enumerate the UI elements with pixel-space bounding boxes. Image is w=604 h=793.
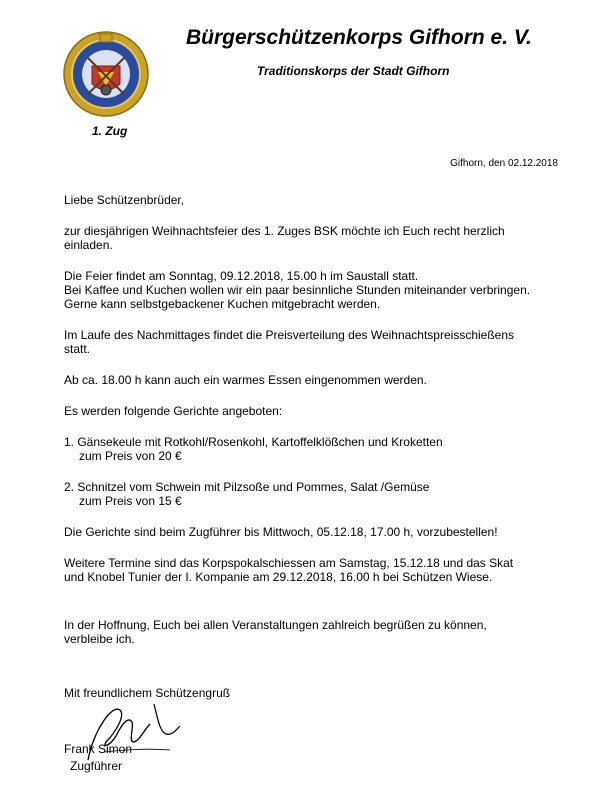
signer-name: Frank Simon (64, 742, 133, 756)
corps-emblem-logo (62, 30, 150, 118)
dish-1: 1. Gänsekeule mit Rotkohl/Rosenkohl, Kartoffelklößchen und Kroketten (64, 435, 443, 449)
dish-1-price: zum Preis von 20 € (79, 449, 182, 463)
event-line-2: Bei Kaffee und Kuchen wollen wir ein paar besinnliche Stunden miteinander verbringen. (64, 283, 531, 297)
dishes-intro: Es werden folgende Gerichte angeboten: (64, 404, 283, 418)
dish-2-price: zum Preis von 15 € (79, 494, 182, 508)
unit-label: 1. Zug (92, 124, 128, 138)
dates-line-2: und Knobel Tunier der I. Kompanie am 29.12.2018, 16.00 h bei Schützen Wiese. (64, 570, 493, 584)
hope-line-1: In der Hoffnung, Euch bei allen Veranstaltungen zahlreich begrüßen zu können, (64, 618, 487, 632)
salutation: Liebe Schützenbrüder, (64, 193, 185, 207)
closing: Mit freundlichem Schützengruß (64, 686, 231, 700)
order-deadline: Die Gerichte sind beim Zugführer bis Mittwoch, 05.12.18, 17.00 h, vorzubestellen! (64, 525, 498, 539)
organization-subtitle: Traditionskorps der Stadt Gifhorn (257, 64, 450, 78)
handwritten-signature (84, 690, 196, 768)
intro-line-2: einladen. (64, 238, 113, 252)
letter-body (64, 193, 564, 646)
intro-line-1: zur diesjährigen Weihnachtsfeier des 1. Zuges BSK möchte ich Euch recht herzlich (64, 224, 505, 238)
event-line-1: Die Feier findet am Sonntag, 09.12.2018, 15.00 h im Saustall statt. (64, 269, 419, 283)
award-line-2: statt. (64, 342, 91, 356)
dates-line-1: Weitere Termine sind das Korpspokalschiessen am Samstag, 15.12.18 und das Skat (64, 556, 514, 570)
award-line-1: Im Laufe des Nachmittages findet die Preisverteilung des Weihnachtspreisschießens (64, 328, 515, 342)
letter-date: Gifhorn, den 02.12.2018 (450, 158, 558, 169)
organization-title: Bürgerschützenkorps Gifhorn e. V. (186, 26, 532, 49)
hope-line-2: verbleibe ich. (64, 632, 135, 646)
event-line-3: Gerne kann selbstgebackener Kuchen mitgebracht werden. (64, 297, 381, 311)
dinner-line: Ab ca. 18.00 h kann auch ein warmes Essen eingenommen werden. (64, 373, 427, 387)
signer-role: Zugführer (70, 759, 123, 773)
dish-2: 2. Schnitzel vom Schwein mit Pilzsoße und Pommes, Salat /Gemüse (64, 480, 430, 494)
